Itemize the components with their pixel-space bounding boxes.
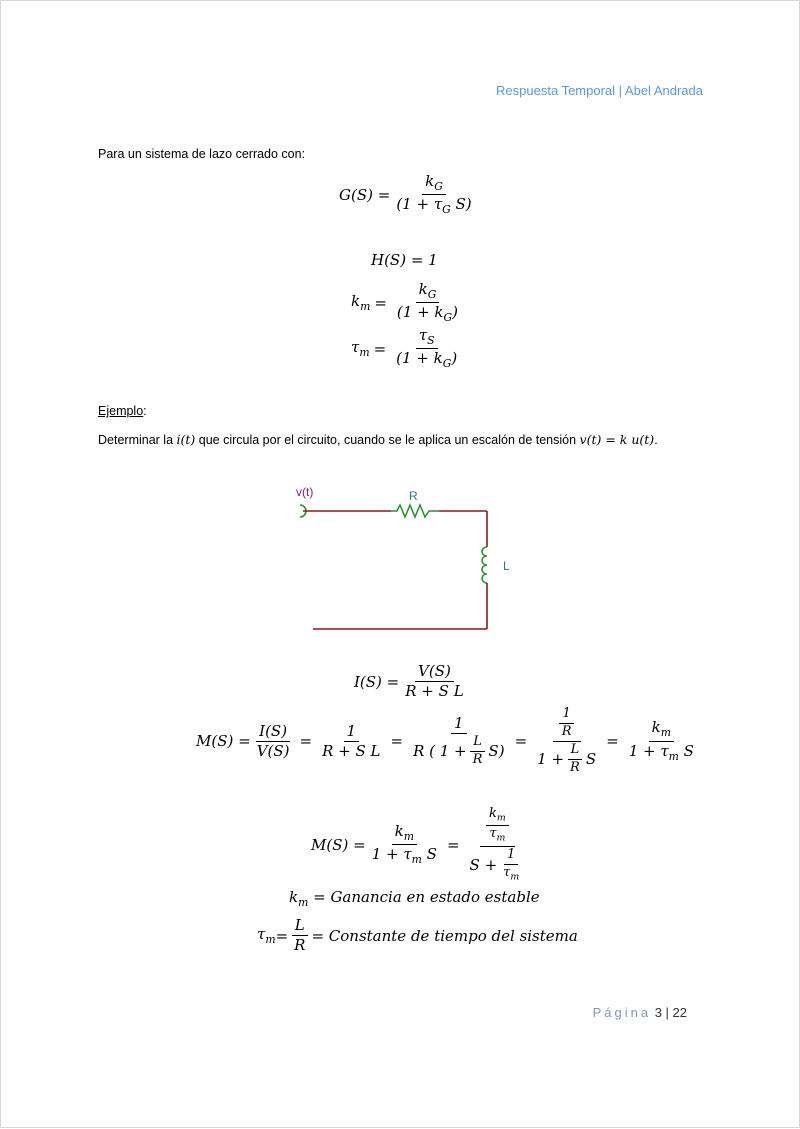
inductor-label: L xyxy=(503,559,510,573)
eq-tm-fraction: $\frac{\tau_S}{(1 + k_G)}$ xyxy=(396,326,458,371)
equation-is: I(S) = $\frac{V(S)}{\text{R + S L}}$ xyxy=(354,662,464,701)
determinar-text: Determinar la i(t) que circula por el circuito, cuando se le aplica un escalón de tensión v(t) = k u(t). xyxy=(98,432,658,447)
equation-ms-chain: M(S) = $\frac{I(S)}{V(S)}$ = $\frac{1}{\text{R + S L}}$ = 1 R ( 1 + $\frac{L}{R}$ S) = $\frac{1}{R}$ 1 + $\frac{L}{R}$ S = $\frac{k_m}{1 + \tau_m S}$ xyxy=(196,706,694,775)
ejemplo-heading: Ejemplo: xyxy=(98,404,147,418)
equation-km: $k_m$ = $\frac{k_G}{(1 + k_G)}$ xyxy=(351,281,464,325)
page-footer: Página 3 | 22 xyxy=(592,1005,687,1020)
eq-g-lhs: G(S) = xyxy=(339,185,391,204)
footer-total-pages: 22 xyxy=(672,1005,687,1020)
eq-km-fraction: $\frac{k_G}{(1 + k_G)}$ xyxy=(396,280,458,325)
footer-page-number: 3 xyxy=(654,1005,662,1020)
resistor-icon xyxy=(391,505,439,517)
equation-tm: $\tau_m$ = $\frac{\tau_S}{(1 + k_G)}$ xyxy=(351,327,463,371)
eq-g-fraction: $\frac{k_G}{(1 + \tau_G S)}$ xyxy=(396,172,472,217)
footer-pagina-label: Página xyxy=(592,1005,652,1020)
equation-ms-tau: M(S) = $\frac{k_m}{1 + \tau_m S}$ = $\frac{k_m}{\tau_m}$ S + $\frac{1}{\tau_m}$ xyxy=(311,806,520,883)
source-label: v(t) xyxy=(296,485,314,499)
page-header: Respuesta Temporal | Abel Andrada xyxy=(496,83,703,98)
resistor-label: R xyxy=(409,489,418,503)
definition-tm: $\tau_m$ = $\frac{L}{R}$ = Constante de tiempo del sistema xyxy=(257,916,578,955)
definition-km: $k_m$ = Ganancia en estado estable xyxy=(289,888,540,909)
equation-h: H(S) = 1 xyxy=(371,251,438,269)
inductor-icon xyxy=(482,547,487,583)
rl-circuit-diagram xyxy=(1,1,800,1129)
intro-text: Para un sistema de lazo cerrado con: xyxy=(98,147,306,161)
